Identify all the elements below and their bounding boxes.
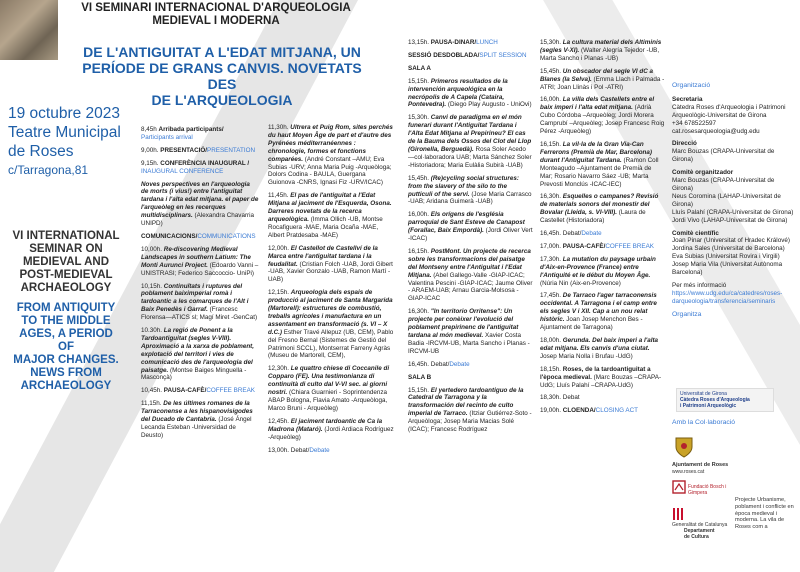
entry-time: 12,30h. xyxy=(268,365,291,373)
block-text: Marc Bouzas (CRAPA-Universitat de Girona) xyxy=(672,148,775,164)
entry-title: Arribada participants/ xyxy=(158,126,224,133)
entry-time: 15,15h. xyxy=(408,386,431,394)
entry-translation: Debate xyxy=(309,446,330,454)
entry-translation: SPLIT SESSION xyxy=(479,51,527,59)
phone-number: +34 678522597 xyxy=(672,119,716,127)
english-title-line: MEDIEVAL AND xyxy=(22,256,110,268)
talk-title: Esquelles o campanes? Revisió de materials sonors del monestir del Bovalar (Lleida, s. VI-VIII). xyxy=(540,193,659,217)
talk-title: Re-discovering Medieval Landscapes in southern Latium: The Monti Aurunci Project. xyxy=(141,245,251,269)
talk-authors: Esther Travé Allepuz (UB, CEM), Pablo del Fresno Bernal (Sistemes de Gestió del Patrimoni SCCL), Montserrat Farreny Agràs (Museu de Martorell, CEM), xyxy=(268,328,394,360)
talk-authors: (Jordi Oliver Vert -ICAC) xyxy=(408,227,533,243)
talk-authors: (Jordi Ardiaca Rodríguez -Arqueòleg) xyxy=(268,425,394,441)
entry-time: 17,45h. xyxy=(540,292,563,300)
program-entry xyxy=(268,447,394,455)
program-entry xyxy=(141,387,259,395)
program-entry xyxy=(268,245,394,285)
seminar-subtitle xyxy=(68,44,376,108)
talk-title: El pas de l'antiguitat a l'Edat Mitjana al jaciment de l'Esquerda, Osona. Darreres novetats de la recerca arqueològica. xyxy=(268,192,392,223)
entry-time: 12,15h. xyxy=(268,289,291,297)
entry-time: 10,45h. xyxy=(141,387,164,395)
english-title-line: POST-MEDIEVAL xyxy=(19,269,113,281)
english-title-line: SEMINAR ON xyxy=(29,243,103,255)
entry-time: 15,30h. xyxy=(408,114,431,122)
entry-title: Debat/ xyxy=(290,446,310,454)
english-subtitle-line: MAJOR CHANGES. xyxy=(13,354,119,366)
program-entry xyxy=(141,160,259,176)
entry-time: 8,45h xyxy=(141,126,159,133)
project-note: Projecte Urbanisme, poblament i conflicte en època medieval i moderna. La vila de Roses com a xyxy=(735,497,794,531)
talk-authors: (Núria Nin (Aix-en-Provence) xyxy=(540,279,621,287)
collaboration-label: Amb la Col·laboració xyxy=(672,419,736,426)
talk-title: De les últimes romanes de la Tarraconense a les hispanovisigodes del Ducado de Cantabria. xyxy=(141,400,253,424)
entry-translation: Debate xyxy=(449,360,470,368)
program-column-3 xyxy=(408,39,533,439)
logo-text: Generalitat de Catalunya xyxy=(672,522,728,528)
talk-title: La villa dels Castellets entre el baix imperi i l'alta edat mitjana. xyxy=(540,96,655,112)
entry-time: 13,15h. xyxy=(408,39,431,46)
member: Neus Coromina (LAHAP-Universitat de Girona) xyxy=(672,192,781,208)
program-entry xyxy=(268,365,394,412)
entry-time: 17,30h. xyxy=(540,255,563,263)
entry-title: Debat xyxy=(562,394,580,402)
program-entry xyxy=(268,289,394,360)
entry-time: 18,15h. xyxy=(540,365,563,373)
member: Jordi Vivo (LAHAP-Universitat de Girona) xyxy=(672,216,788,224)
entry-translation: INAUGURAL CONFERENCE xyxy=(141,167,224,175)
logo-text: de Cultura xyxy=(684,534,709,540)
event-address: c/Tarragona,81 xyxy=(8,163,89,177)
talk-authors: Rosa Soler Acedo —col·laboradora UAB; Marta Sánchez Soler -Historiadora; Maria Eulàlia Subirà -UAB) xyxy=(408,145,532,169)
organizer-label: Organitza xyxy=(672,310,702,318)
program-entry xyxy=(141,181,259,228)
block-text: Càtedra Roses d'Arqueologia i Patrimoni Arqueològic-Universitat de Girona xyxy=(672,103,786,119)
entry-title: Debat/ xyxy=(562,230,582,238)
talk-authors: (Alexandra Chavarria UNIPD) xyxy=(141,212,255,228)
entry-time: 18,00h. xyxy=(540,337,563,344)
program-entry xyxy=(540,243,665,251)
entry-time: 15,15h. xyxy=(408,77,431,85)
program-entry xyxy=(540,256,665,288)
program-entry xyxy=(408,387,533,434)
talk-authors: Joan Josep Menchon Bes -Ajuntament de Tarragona) xyxy=(540,316,643,332)
entry-time: 15,30h. xyxy=(540,39,563,46)
talk-authors: Xavier Costa Badia -IRCVM-UB, Marta Sancho i Planas -IRCVM-UB xyxy=(408,332,530,355)
program-entry xyxy=(540,337,665,361)
entry-time: 16,15h. xyxy=(540,140,563,148)
program-entry xyxy=(141,327,259,382)
talk-authors: (Montse Baiges Minguella - Masconçà) xyxy=(141,366,247,382)
entry-time: 12,00h. xyxy=(268,244,291,252)
entry-translation: COFFEE BREAK xyxy=(206,387,255,395)
program-entry xyxy=(268,124,394,187)
talk-authors: (Edoardo Vanni –UNISTRASI; Federico Saccoccio- UniPi) xyxy=(141,261,259,277)
talk-title: Els orígens de l'església parroquial de Sant Esteve de Canapost (Forallac, Baix Empordà). xyxy=(408,211,525,235)
entry-time: 16,30h. xyxy=(540,193,563,201)
entry-time: 12,45h. xyxy=(268,417,291,425)
event-venue: Teatre Municipal xyxy=(8,124,121,141)
talk-title: Primeros resultados de la intervención arqueológica en la necrópolis de A Capela (Cataira, Pontevedra). xyxy=(408,77,508,109)
english-title-line: VI INTERNATIONAL xyxy=(12,230,120,242)
entry-title: PAUSA-CAFÈ/ xyxy=(163,387,207,395)
talk-title: Gerunda. Del baix imperi a l'alta edat mitjana. Els canvis d'una ciutat. xyxy=(540,337,659,352)
talk-title: De Tarraco l'ager tarraconensis occidental. A Tarragona i el camp entre els segles V i XII. Cap a un nou relat històric. xyxy=(540,292,657,324)
talk-authors: (Laura de Castellet (Historiadora) xyxy=(540,209,646,225)
talk-title: La vil·la de la Gran Via-Can Ferrerons (Premià de Mar, Barcelona) durant l'Antiguitat Tardana. xyxy=(540,140,652,164)
block-heading: Comitè científic xyxy=(672,229,719,237)
english-subtitle xyxy=(6,302,126,393)
section-heading xyxy=(408,52,533,60)
talk-title: La regió de Ponent a la Tardoantiguitat (segles V-VIII). Aproximació a la xarxa de poblament, explotació del territori i vies de comunicació des de l'arqueologia del paisatge. xyxy=(141,327,255,374)
talk-authors: (José Ángel Lecanda Esteban -Universidad de Deusto) xyxy=(141,416,252,439)
program-entry xyxy=(408,211,533,243)
program-entry xyxy=(540,366,665,390)
entry-title: SESSIÓ DESDOBLADA/ xyxy=(408,51,480,59)
direction-block xyxy=(672,140,796,164)
talk-title: El Castellot de Castellví de la Marca entre l'antiguitat tardana i la feudalitat. xyxy=(268,244,378,268)
udg-chair-logo xyxy=(676,388,774,412)
program-entry xyxy=(141,126,259,142)
info-link[interactable]: https://www.udg.edu/ca/catedres/roses-darqueologia/transferencia/seminaris xyxy=(672,289,783,305)
talk-authors: (Francesc Florensa—ATICS sl; Magí Miret -GenCat) xyxy=(141,306,258,322)
talk-title: Le quattro chiese di Coccanile di Copparo (FE). Una testimonianza di continuità di culto dal V-VI sec. ai giorni nostri. xyxy=(268,365,390,397)
email-address: cat.rosesarqueologia@udg.edu xyxy=(672,127,760,135)
entry-time: 16,45h. xyxy=(408,360,431,368)
logo-text: Ajuntament de Roses xyxy=(672,462,729,468)
archaeological-site-photo xyxy=(0,0,58,60)
talk-authors: (Marc Bouzas –CRAPA-UdG; Lluís Palahí –CRAPA-UdG) xyxy=(540,373,662,389)
entry-title: PAUSA-DINAR/ xyxy=(430,39,477,46)
talk-title: Ultrera et Puig Rom, sites perchés du haut Moyen Âge de part et d'autre des Pyrénées méditerranéennes : chronologie, formes et fonctions comparées. xyxy=(268,124,393,163)
english-subtitle-line: NEWS FROM xyxy=(30,367,102,379)
logo-text: Departament xyxy=(684,528,715,534)
program-entry xyxy=(540,407,665,415)
logo-text: i Patrimoni Arqueològic xyxy=(680,403,737,409)
organizing-committee-block xyxy=(672,169,796,224)
foundation-logo-icon xyxy=(672,480,686,494)
talk-authors: Josep Maria Nolla i Brufau -UdG) xyxy=(540,352,633,360)
block-heading: Per més informació xyxy=(672,281,727,289)
entry-time: 16,15h. xyxy=(408,247,431,255)
member: Marc Bouzas (CRAPA-Universitat de Girona) xyxy=(672,177,775,192)
logo-text: Universitat de Girona xyxy=(680,391,727,397)
talk-authors: (Emma Llach i Palmada -ATRI; Joan Llinàs i Pol -ATRI) xyxy=(540,75,665,91)
program-entry xyxy=(408,114,533,169)
talk-title: Continuïtats i ruptures del poblament baiximperial romà i tardoantic a les comarques de l'Alt i Baix Penedès i Garraf. xyxy=(141,282,249,314)
entry-translation: Participants arrival xyxy=(141,133,193,141)
program-entry xyxy=(268,418,394,442)
talk-title: Un obscador del segle VI dC a Blanes (la Selva). xyxy=(540,67,654,83)
program-entry xyxy=(540,230,665,238)
member: Eva Subias (Universitat Rovira i Virgili) xyxy=(672,253,780,261)
entry-translation: LUNCH xyxy=(476,39,498,46)
entry-time: 18,30h. xyxy=(540,394,563,402)
subtitle-line: PERÍODE DE GRANS CANVIS. NOVETATS DES xyxy=(82,60,362,92)
program-entry xyxy=(540,141,665,188)
entry-time: 15,45h. xyxy=(540,67,563,75)
entry-time: 10,15h. xyxy=(141,282,164,290)
block-heading: Secretaria xyxy=(672,95,703,103)
title-line: VI SEMINARI INTERNACIONAL D'ARQUEOLOGIA xyxy=(81,2,351,14)
english-subtitle-line: FROM ANTIQUITY xyxy=(16,302,116,314)
program-entry xyxy=(408,361,533,369)
talk-authors: (Imma Ollich -UB, Montse Rocafiguera -MAE, Maria Ocaña -MAE, Albert Pratdesaba -MAE) xyxy=(268,215,383,239)
subtitle-line: DE L'ANTIGUITAT A L'EDAT MITJANA, UN xyxy=(83,44,361,60)
organization-label: Organització xyxy=(672,82,711,89)
program-entry xyxy=(141,400,259,440)
program-column-1 xyxy=(141,126,259,445)
english-title xyxy=(6,230,126,295)
entry-time: 11,30h. xyxy=(268,124,291,131)
program-column-4 xyxy=(540,39,665,420)
event-date: 19 octubre 2023 xyxy=(8,105,121,122)
organization-column xyxy=(672,82,796,325)
room-label: SALA A xyxy=(408,64,431,72)
english-title-line: ARCHAEOLOGY xyxy=(20,282,112,294)
talk-title: Arqueologia dels espais de producció al jaciment de Santa Margarida (Martorell): estructures de combustió, treballs agrícoles i manufactura en un assentament en transformació (s. VI – X d.C.) xyxy=(268,289,393,336)
roses-shield-icon xyxy=(672,435,696,459)
program-entry xyxy=(540,39,665,63)
member: Jordina Sales (Universitat de Barcelona) xyxy=(672,245,785,253)
program-column-2 xyxy=(268,124,394,459)
title-line: MEDIEVAL I MODERNA xyxy=(152,15,280,27)
entry-time: 9,00h. xyxy=(141,146,161,154)
entry-time: 9,15h. xyxy=(141,159,161,167)
entry-time: 13,00h. xyxy=(268,446,291,454)
talk-authors: (Chiara Guarnieri - Soprintendenza ABAP Bologna, Flavia Amato -Arqueòloga, Marco Bruni - Arqueòleg) xyxy=(268,389,388,412)
talk-authors: (Diego Play Augusto - UniOvi) xyxy=(446,101,532,109)
program-entry xyxy=(141,147,259,155)
member: Lluís Palahí (CRAPA-Universitat de Girona) xyxy=(672,208,794,216)
english-subtitle-line: AGES, A PERIOD xyxy=(19,328,113,340)
entry-time: 17,00h. xyxy=(540,242,563,250)
talk-authors: (André Constant –AMU; Eva Subias -URV; Anna Maria Puig -Arqueòloga; Dolors Codina - BAULA, Guergana Guionova -CNRS, Ignasi Fiz -URV/ICAC) xyxy=(268,155,392,187)
program-entry xyxy=(408,78,533,110)
english-subtitle-line: OF xyxy=(58,341,74,353)
entry-title: CONFERÈNCIA INAUGURAL / xyxy=(160,159,250,167)
entry-time: 10.30h. xyxy=(141,327,164,335)
secretary-block xyxy=(672,96,796,136)
logo-text: Fundació Bosch i Gimpera xyxy=(688,484,727,496)
entry-translation: COMMUNICATIONS xyxy=(197,232,256,240)
talk-title: La mutation du paysage urbain d'Aix-en-Provence (France) entre l'Antiquité et le début du Moyen Âge. xyxy=(540,255,656,279)
program-entry xyxy=(408,175,533,207)
talk-authors: (Cristian Folch -UAB, Jordi Gibert -UAB, Xavier Gonzalo -UAB, Ramon Martí -UAB) xyxy=(268,260,393,284)
talk-title: La cultura material dels Altiminis (segles V-XI). xyxy=(540,39,662,54)
entry-time: 16,30h. xyxy=(408,308,431,316)
entry-time: 15,45h. xyxy=(408,174,431,182)
talk-title: Noves perspectives en l'arqueologia de morts (i vius!) entre l'antiguitat tardana i l'alta edat mitjana. el paper de l'arqueòleg en les recerques multidisciplinars. xyxy=(141,180,259,220)
program-entry xyxy=(141,283,259,323)
program-entry xyxy=(408,308,533,355)
block-heading: Direcció xyxy=(672,140,697,148)
program-entry xyxy=(540,394,665,402)
block-heading: Comitè organitzador xyxy=(672,169,734,177)
program-entry xyxy=(540,68,665,92)
entry-translation: PRESENTATION xyxy=(207,146,256,154)
entry-title: PAUSA-CAFÈ/ xyxy=(562,242,606,250)
talk-title: Canvi de paradigma en el món funerari durant l'Antiguitat Tardana i l'Alta Edat Mitjana al Prepirineu? El cas de la Bauma dels Ossos del Clot del Llop (Gironella, Berguedà). xyxy=(408,114,532,153)
room-label: SALA B xyxy=(408,373,432,381)
talk-title: (Re)cycling social structures: from the slavery of the silo to the putticuli of the servi. xyxy=(408,174,519,198)
entry-title: PRESENTACIÓ/ xyxy=(160,146,208,154)
seminar-title xyxy=(62,2,370,28)
info-block xyxy=(672,282,796,306)
entry-translation: CLOSING ACT xyxy=(595,407,638,415)
talk-title: El jaciment tardoantic de Ca la Madrona (Mataró). xyxy=(268,417,383,433)
scientific-committee-block xyxy=(672,230,796,277)
talk-authors: (Ramon Coll Monteagudo –Ajuntament de Premià de Mar; Rosario Navarro Sáez -UB; Marta Prevosti Monclús -ICAC-IEC) xyxy=(540,156,659,188)
english-subtitle-line: TO THE MIDDLE xyxy=(21,315,111,327)
entry-time: 11,45h. xyxy=(268,192,291,200)
generalitat-logo-icon xyxy=(672,508,684,520)
entry-time: 19,00h. xyxy=(540,407,563,415)
subtitle-line: DE L'ARQUEOLOGIA xyxy=(151,92,293,108)
program-entry xyxy=(268,192,394,239)
talk-title: PostMont. Un projecte de recerca sobre les transformacions del paisatge del Montseny entre l'Antiguitat i l'Edat Mitjana. xyxy=(408,247,531,279)
logo-text: Càtedra Roses d'Arqueologia xyxy=(680,397,750,403)
entry-time: 10,00h. xyxy=(141,245,164,253)
member: Joan Pinar (Universitat of Hradec Králové) xyxy=(672,237,790,245)
talk-authors: (Abel Gallego-Valle -GIAP-ICAC; Valentina Pescini -GIAP-ICAC; Jaume Oliver - ARAEM-UAB; Arnau Garcia-Molsosa - GIAP-ICAC xyxy=(408,271,533,303)
member: Josep Maria Vila (Universitat Autònoma Barcelona) xyxy=(672,261,783,277)
entry-translation: Debate xyxy=(581,230,602,238)
talk-title: "In territorio Orritense": Un projecte per conèixer l'evolució del poblament prepirinenc de l'antiguitat tardana al món medieval. xyxy=(408,308,519,339)
program-entry xyxy=(141,246,259,278)
section-heading xyxy=(141,233,259,241)
entry-translation: COFFEE BREAK xyxy=(605,242,654,250)
program-entry xyxy=(540,292,665,332)
talk-authors: (Walter Alegría Tejedor -UB, Marta Sancho i Planas -UB) xyxy=(540,46,660,62)
entry-title: Debat/ xyxy=(430,360,450,368)
entry-time: 16,00h. xyxy=(540,96,563,104)
talk-authors: (Itziar Gutiérrez-Soto -Arqueòloga; Josep Maria Macias Solé (ICAC); Francesc Rodríguez xyxy=(408,410,532,434)
entry-title: COMUNICACIONS/ xyxy=(141,232,198,240)
program-entry xyxy=(540,193,665,225)
program-entry xyxy=(540,96,665,136)
talk-authors: (Jose Maria Carrasco -UAB; Aridana Guimerà -UAB) xyxy=(408,190,532,206)
talk-authors: (Adrià Cubo Córdoba –Arqueòleg; Jordi Morera Camprubí –Arqueòleg; Josep Francesc Roig Pérez -Arqueòleg) xyxy=(540,104,665,136)
entry-time: 16,45h. xyxy=(540,230,563,238)
entry-time: 16,00h. xyxy=(408,211,431,219)
logo-text: www.roses.cat xyxy=(672,469,705,475)
program-entry xyxy=(408,39,533,47)
english-subtitle-line: ARCHAEOLOGY xyxy=(20,380,112,392)
entry-time: 11,15h. xyxy=(141,400,164,408)
program-entry xyxy=(408,248,533,303)
entry-title: CLOENDA/ xyxy=(562,407,596,415)
talk-title: El yertedero tardoantiguo de la Catedral de Tarragona y la transformación del recinto de culto imperial de Tarraco. xyxy=(408,386,524,418)
event-venue: de Roses xyxy=(8,143,74,160)
event-info xyxy=(8,104,138,180)
entry-title: Roses, de la tardoantiguitat a l'època medieval. xyxy=(540,365,651,381)
